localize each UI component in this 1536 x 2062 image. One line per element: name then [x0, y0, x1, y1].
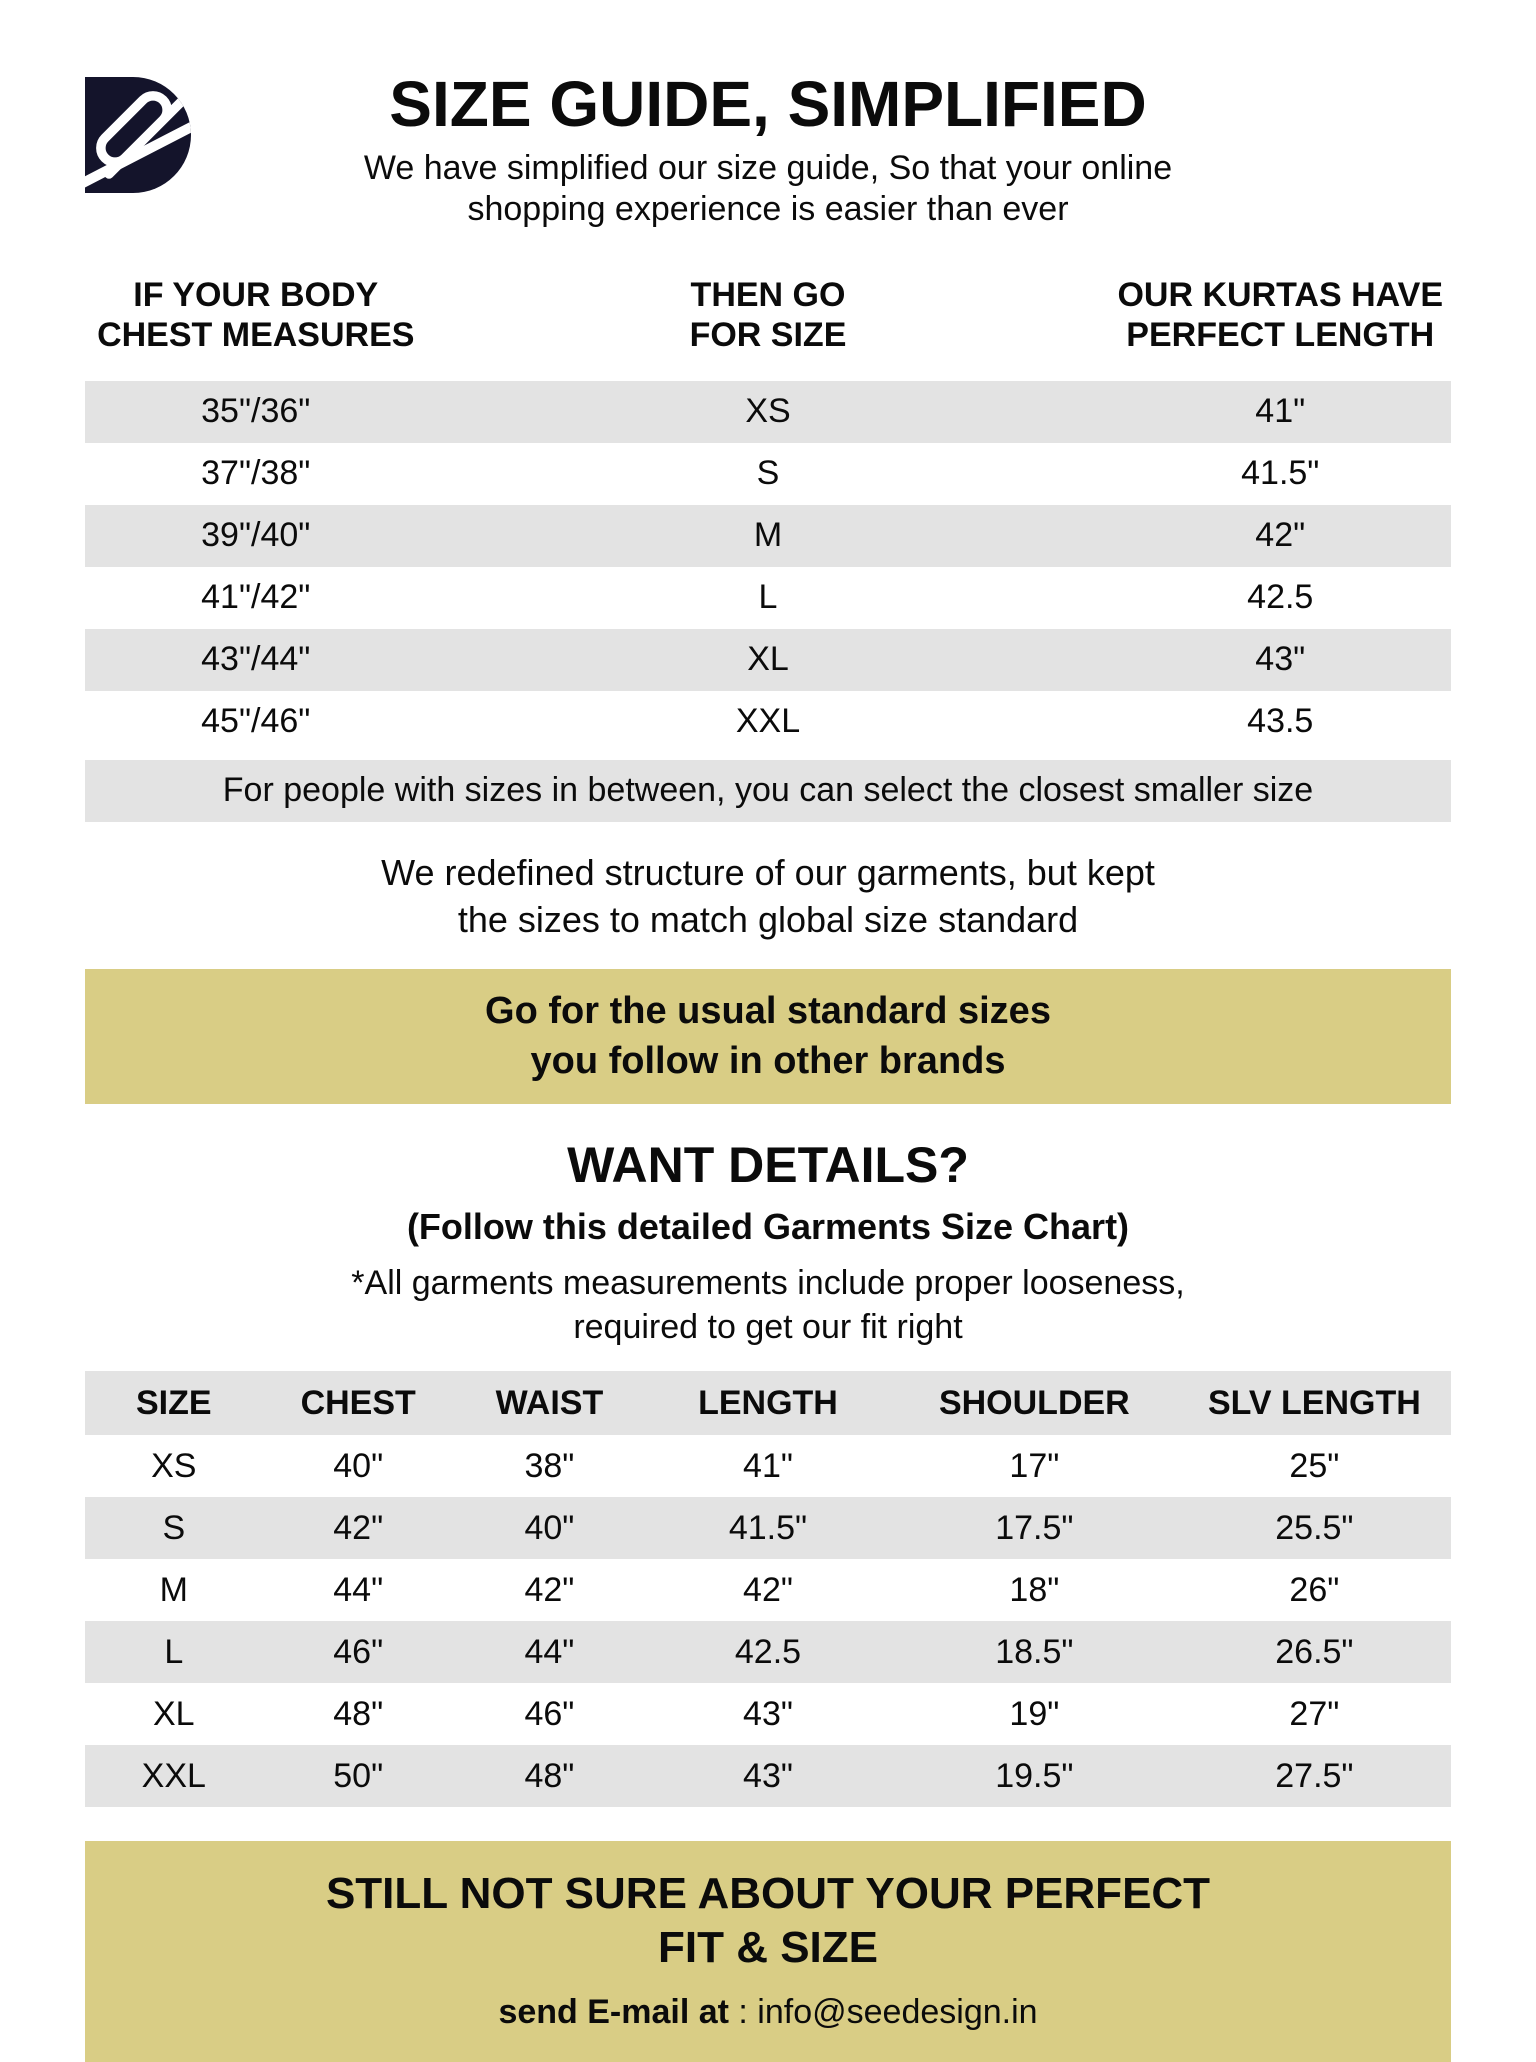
- table-cell: XS: [745, 392, 791, 431]
- table-cell: S: [756, 454, 780, 493]
- table-cell: 42.5: [1247, 578, 1314, 617]
- table-cell: XXL: [141, 1756, 206, 1795]
- simple-table-header-length: OUR KURTAS HAVE PERFECT LENGTH: [1117, 275, 1444, 354]
- table-cell: 43.5: [1247, 702, 1314, 741]
- table-cell: S: [162, 1508, 186, 1547]
- table-cell: 43": [743, 1756, 793, 1795]
- detail-table-header-cell: LENGTH: [698, 1383, 838, 1422]
- table-cell: XL: [747, 640, 789, 679]
- simple-table-footnote: For people with sizes in between, you can select the closest smaller size: [85, 760, 1451, 822]
- table-cell: 17.5": [995, 1508, 1074, 1547]
- table-cell: 40": [524, 1508, 575, 1547]
- detail-size-table: [85, 1371, 1451, 1807]
- table-cell: 17": [1009, 1446, 1060, 1485]
- table-cell: 26.5": [1275, 1632, 1354, 1671]
- simple-table-header-size: THEN GO FOR SIZE: [689, 275, 847, 354]
- table-cell: 41.5": [1241, 454, 1320, 493]
- email-label: send E-mail at: [498, 1992, 729, 2031]
- details-subtitle: (Follow this detailed Garments Size Chart): [406, 1206, 1130, 1248]
- table-cell: 43"/44": [201, 640, 311, 679]
- email-address: : info@seedesign.in: [738, 1992, 1038, 2031]
- table-row: [85, 567, 1451, 629]
- table-cell: 27.5": [1275, 1756, 1354, 1795]
- table-row: [85, 381, 1451, 443]
- table-cell: 41.5": [728, 1508, 808, 1547]
- table-cell: 19.5": [995, 1756, 1074, 1795]
- table-row: [85, 629, 1451, 691]
- table-row: [85, 1683, 1451, 1745]
- table-cell: L: [164, 1632, 184, 1671]
- brand-paperclip-logo-icon: [75, 75, 195, 197]
- table-cell: XL: [152, 1694, 195, 1733]
- table-cell: 41"/42": [201, 578, 311, 617]
- table-cell: 42.5: [734, 1632, 802, 1671]
- table-row: [85, 505, 1451, 567]
- table-cell: 42": [743, 1570, 793, 1609]
- table-cell: XS: [151, 1446, 197, 1485]
- detail-table-header-row: [85, 1371, 1451, 1435]
- details-title: WANT DETAILS?: [567, 1137, 969, 1194]
- page-subtitle-line1: We have simplified our size guide, So that your online: [363, 148, 1173, 187]
- detail-table-header-cell: SLV LENGTH: [1207, 1383, 1421, 1422]
- detail-table-header-cell: CHEST: [300, 1383, 416, 1422]
- table-cell: M: [753, 516, 783, 555]
- contact-banner: STILL NOT SURE ABOUT YOUR PERFECT FIT & SIZE send E-mail at : info@seedesign.in: [85, 1841, 1451, 2061]
- table-cell: M: [159, 1570, 188, 1609]
- table-cell: 48": [333, 1694, 384, 1733]
- table-cell: 45"/46": [201, 702, 311, 741]
- table-row: [85, 1621, 1451, 1683]
- table-row: [85, 443, 1451, 505]
- page-title: SIZE GUIDE, SIMPLIFIED: [389, 68, 1147, 140]
- table-cell: 41": [1255, 392, 1306, 431]
- table-cell: 46": [524, 1694, 575, 1733]
- standard-sizes-banner: Go for the usual standard sizes you follow in other brands: [85, 969, 1451, 1104]
- table-cell: 25": [1289, 1446, 1340, 1485]
- table-cell: 25.5": [1275, 1508, 1354, 1547]
- table-row: [85, 1497, 1451, 1559]
- simple-table-header-row: [85, 275, 1451, 355]
- table-cell: 43": [1255, 640, 1306, 679]
- simple-size-table: [85, 381, 1451, 753]
- table-cell: 44": [333, 1570, 384, 1609]
- table-cell: 46": [333, 1632, 384, 1671]
- detail-table-header-cell: SIZE: [136, 1383, 212, 1422]
- table-cell: 50": [333, 1756, 384, 1795]
- table-cell: L: [758, 578, 778, 617]
- table-cell: 48": [524, 1756, 575, 1795]
- table-cell: 19": [1009, 1694, 1060, 1733]
- table-row: [85, 691, 1451, 753]
- table-cell: 26": [1289, 1570, 1340, 1609]
- detail-table-header-cell: WAIST: [495, 1383, 604, 1422]
- table-cell: 44": [524, 1632, 575, 1671]
- contact-email-line: [95, 1993, 1441, 2032]
- redefined-note: We redefined structure of our garments, but kept the sizes to match global size standard: [381, 851, 1155, 940]
- table-row: [85, 1559, 1451, 1621]
- table-cell: 39"/40": [201, 516, 311, 555]
- table-cell: 40": [333, 1446, 384, 1485]
- page-subtitle-line2: shopping experience is easier than ever: [467, 190, 1069, 229]
- table-row: [85, 1435, 1451, 1497]
- table-cell: 38": [524, 1446, 575, 1485]
- table-cell: 42": [524, 1570, 575, 1609]
- table-row: [85, 1745, 1451, 1807]
- table-cell: 42": [1255, 516, 1306, 555]
- table-cell: XXL: [735, 702, 801, 741]
- table-cell: 18": [1009, 1570, 1060, 1609]
- detail-table-body: [85, 1435, 1451, 1807]
- table-cell: 37"/38": [201, 454, 311, 493]
- table-cell: 42": [333, 1508, 384, 1547]
- table-cell: 18.5": [995, 1632, 1074, 1671]
- table-cell: 43": [743, 1694, 793, 1733]
- table-cell: 41": [743, 1446, 793, 1485]
- table-cell: 27": [1289, 1694, 1340, 1733]
- page-subtitle: [0, 148, 1536, 231]
- details-note: *All garments measurements include proper looseness, required to get our fit right: [351, 1264, 1185, 1346]
- simple-table-header-chest: IF YOUR BODY CHEST MEASURES: [97, 275, 415, 354]
- detail-table-header-cell: SHOULDER: [938, 1383, 1130, 1422]
- table-cell: 35"/36": [201, 392, 311, 431]
